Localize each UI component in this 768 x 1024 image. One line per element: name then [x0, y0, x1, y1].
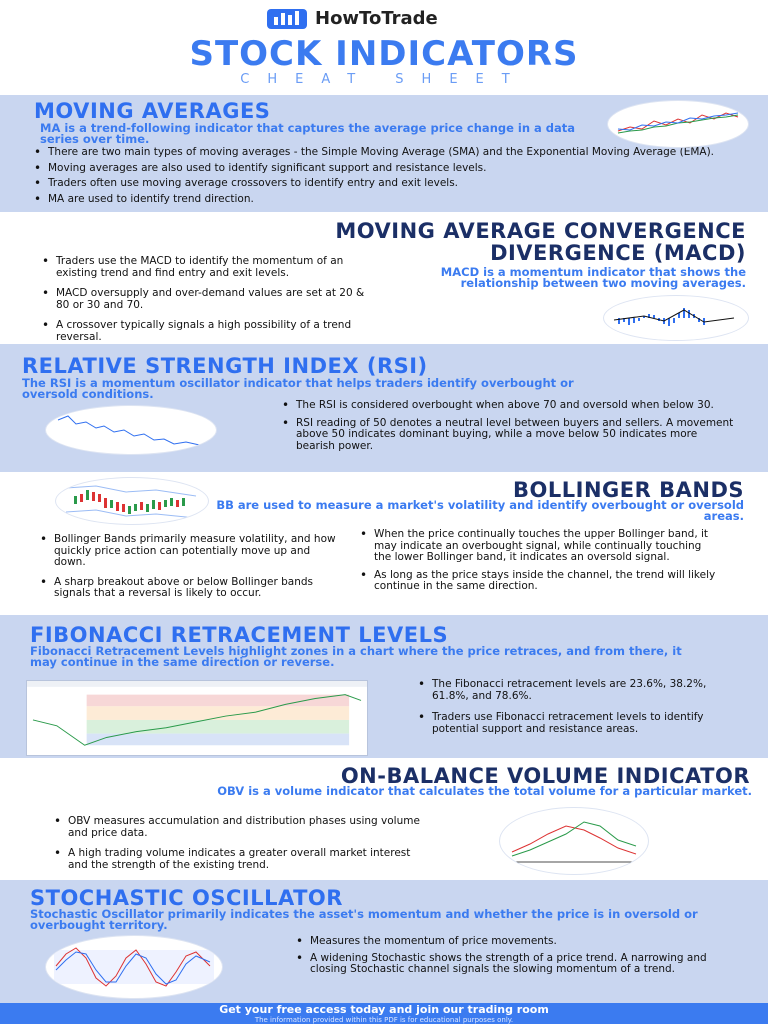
list-item: • Traders often use moving average crossovers to identify entry and exit levels.: [30, 178, 750, 190]
section-stochastic: [0, 880, 768, 1003]
fib-intro: Fibonacci Retracement Levels highlight zones in a chart where the price retraces, and from there, it may continue in the same direction or reverse.: [30, 644, 682, 669]
list-item: • A sharp breakout above or below Bollinger bands signals that a reversal is likely to occur.: [36, 577, 341, 600]
list-item: • MA are used to identify trend direction.: [30, 194, 750, 206]
rsi-intro: The RSI is a momentum oscillator indicator that helps traders identify overbought or oversold conditions.: [22, 376, 574, 401]
section-macd: [0, 212, 768, 344]
rsi-bullets: [278, 400, 738, 456]
stoch-heading: STOCHASTIC OSCILLATOR: [30, 886, 343, 910]
section-obv: [0, 758, 768, 880]
list-item: • Traders use the MACD to identify the momentum of an existing trend and find entry and exit levels.: [38, 256, 373, 279]
list-item: • As long as the price stays inside the channel, the trend will likely continue in the same direction.: [356, 570, 716, 593]
list-item: • A crossover typically signals a high possibility of a trend reversal.: [38, 320, 373, 343]
stochastic-oscillator-chart-icon: [46, 936, 222, 998]
list-item: • A widening Stochastic shows the strength of a price trend. A narrowing and closing Stochastic channel signals the slowing momentum of a trend.: [292, 953, 742, 976]
bb-heading: BOLLINGER BANDS: [513, 478, 744, 502]
brand-logo[interactable]: [267, 8, 438, 29]
list-item: • When the price continually touches the upper Bollinger band, it may indicate an overbought signal, while continually touching the lower Bollinger band, it indicates an oversold signal.: [356, 529, 716, 564]
macd-bullets: [38, 256, 373, 347]
fib-bullets: [414, 679, 744, 739]
macd-heading-line1: MOVING AVERAGE CONVERGENCE: [335, 219, 746, 243]
obv-line-chart-icon: [500, 808, 648, 874]
macd-heading-line2: DIVERGENCE (MACD): [490, 241, 746, 265]
bollinger-candlestick-chart-icon: [56, 478, 208, 524]
ma-intro: MA is a trend-following indicator that captures the average price change in a data series over time.: [40, 121, 576, 146]
bar-chart-logo-icon: [267, 9, 307, 29]
obv-bullets: [50, 816, 420, 875]
footer: [0, 1003, 768, 1024]
list-item: • Traders use Fibonacci retracement levels to identify potential support and resistance areas.: [414, 712, 744, 735]
list-item: • Moving averages are also used to identify significant support and resistance levels.: [30, 163, 750, 175]
macd-heading: [335, 220, 746, 264]
page-subtitle: CHEAT SHEET: [240, 72, 528, 87]
rsi-line-chart-icon: [46, 406, 216, 454]
rsi-heading: RELATIVE STRENGTH INDEX (RSI): [22, 354, 428, 378]
moving-average-chart-icon: [608, 101, 748, 147]
ma-heading: MOVING AVERAGES: [34, 99, 271, 123]
section-bollinger: [0, 472, 768, 615]
section-moving-averages: [0, 95, 768, 212]
list-item: • A high trading volume indicates a greater overall market interest and the strength of the existing trend.: [50, 848, 420, 871]
list-item: • Bollinger Bands primarily measure volatility, and how quickly price action can potentially move up and down.: [36, 534, 341, 569]
stoch-intro: Stochastic Oscillator primarily indicates the asset's momentum and whether the price is in oversold or overbought territory.: [30, 907, 698, 932]
macd-intro: MACD is a momentum indicator that shows the relationship between two moving averages.: [440, 265, 746, 290]
list-item: • The Fibonacci retracement levels are 23.6%, 38.2%, 61.8%, and 78.6%.: [414, 679, 744, 702]
stoch-bullets: [292, 936, 742, 980]
macd-histogram-chart-icon: [604, 296, 748, 340]
page-title: STOCK INDICATORS: [189, 34, 579, 74]
obv-intro: OBV is a volume indicator that calculates the total volume for a particular market.: [217, 784, 752, 798]
list-item: • MACD oversupply and over-demand values are set at 20 & 80 or 30 and 70.: [38, 288, 373, 311]
list-item: • There are two main types of moving averages - the Simple Moving Average (SMA) and the Exponential Moving Average (EMA).: [30, 147, 750, 159]
section-fibonacci: [0, 615, 768, 758]
fib-heading: FIBONACCI RETRACEMENT LEVELS: [30, 623, 449, 647]
section-rsi: [0, 344, 768, 472]
fibonacci-chart-screenshot-icon: [26, 680, 368, 756]
list-item: • OBV measures accumulation and distribution phases using volume and price data.: [50, 816, 420, 839]
brand-name: HowToTrade: [315, 8, 438, 29]
list-item: • Measures the momentum of price movements.: [292, 936, 742, 948]
obv-heading: ON-BALANCE VOLUME INDICATOR: [340, 764, 750, 788]
header: [0, 0, 768, 95]
footer-disclaimer: The information provided within this PDF is for educational purposes only.: [254, 1016, 514, 1024]
footer-cta-link[interactable]: Get your free access today and join our trading room: [219, 1003, 549, 1016]
bb-bullets-left: [36, 534, 341, 604]
list-item: • RSI reading of 50 denotes a neutral level between buyers and sellers. A movement above 50 indicates dominant buying, while a move below 50 indicates more bearish power.: [278, 418, 738, 453]
ma-bullets: [30, 147, 750, 209]
bb-intro: BB are used to measure a market's volatility and identify overbought or oversold areas.: [216, 498, 744, 523]
bb-bullets-right: [356, 529, 716, 597]
list-item: • The RSI is considered overbought when above 70 and oversold when below 30.: [278, 400, 738, 412]
